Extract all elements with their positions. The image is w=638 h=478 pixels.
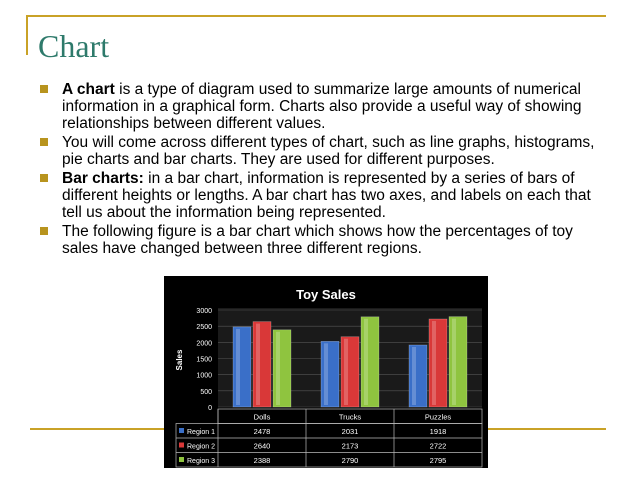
legend-swatch [179, 428, 184, 433]
bar-region-2 [429, 319, 447, 407]
bullet-item [38, 134, 613, 168]
chart-title: Toy Sales [296, 287, 356, 302]
data-table-value: 2031 [341, 427, 359, 436]
y-tick-label: 500 [200, 388, 212, 396]
legend-label: Region 2 [187, 443, 216, 451]
bullet-list [38, 81, 613, 259]
bar-region-3 [449, 317, 467, 407]
bullet-item [38, 170, 613, 221]
data-table-value: 2722 [429, 441, 447, 451]
data-table-value: 2640 [253, 441, 271, 451]
data-table-value: 2173 [341, 441, 359, 451]
x-category-label: Dolls [253, 412, 271, 422]
bar-region-1 [321, 341, 339, 407]
legend-label: Region 3 [187, 458, 216, 465]
bar-highlight [432, 321, 436, 405]
bar-region-2 [341, 337, 359, 407]
slide-title: Chart [38, 28, 110, 64]
data-table-value: 2478 [253, 427, 271, 436]
y-tick-label: 3000 [196, 308, 212, 315]
toy-sales-chart [164, 276, 488, 468]
y-tick-label: 1000 [196, 372, 212, 380]
y-tick-label: 2500 [196, 324, 212, 332]
data-table-value: 2795 [429, 456, 447, 465]
bar-highlight [344, 339, 348, 405]
legend-swatch [179, 457, 184, 462]
x-category-label: Trucks [338, 412, 362, 422]
bar-highlight [412, 347, 416, 405]
chart-svg [164, 276, 488, 468]
bullet-item [38, 81, 613, 132]
y-axis-label: Sales [175, 349, 184, 371]
bullet-item [38, 223, 613, 257]
bar-highlight [364, 319, 368, 405]
data-table-value: 2790 [341, 456, 359, 465]
bar-highlight [276, 332, 280, 405]
bar-highlight [256, 324, 260, 405]
y-tick-label: 2000 [196, 340, 212, 348]
bar-region-3 [361, 317, 379, 407]
left-border-line [26, 15, 28, 55]
square-bullet-icon [40, 227, 48, 235]
data-table-value: 1918 [429, 427, 447, 436]
bar-highlight [452, 319, 456, 405]
bar-region-1 [233, 327, 251, 407]
bullet-bold: Bar charts: [62, 170, 144, 187]
legend-swatch [179, 443, 184, 448]
bullet-text: is a type of diagram used to summarize large amounts of numerical information in a graphical form. Charts also provide a useful way of showing relationships between different values. [62, 81, 582, 132]
square-bullet-icon [40, 85, 48, 93]
bullet-text: You will come across different types of chart, such as line graphs, histograms, pie charts and bar charts. They are used for different purposes. [62, 134, 595, 168]
x-category-label: Puzzles [424, 412, 452, 422]
square-bullet-icon [40, 174, 48, 182]
bullet-text: in a bar chart, information is represented by a series of bars of different heights or lengths. A bar chart has two axes, and labels on each that tell us about the information being represented. [62, 170, 591, 221]
bullet-bold: A chart [62, 81, 115, 98]
legend-label: Region 1 [187, 429, 216, 436]
bar-highlight [236, 329, 240, 405]
y-tick-label: 0 [208, 405, 212, 412]
bar-region-1 [409, 345, 427, 407]
bar-region-2 [253, 322, 271, 407]
top-border-line [26, 15, 606, 17]
bullet-text: The following figure is a bar chart which shows how the percentages of toy sales have changed between three different regions. [62, 223, 573, 257]
data-table-value: 2388 [253, 456, 271, 465]
bar-highlight [324, 343, 328, 405]
square-bullet-icon [40, 138, 48, 146]
bar-region-3 [273, 330, 291, 407]
y-tick-label: 1500 [196, 356, 212, 364]
